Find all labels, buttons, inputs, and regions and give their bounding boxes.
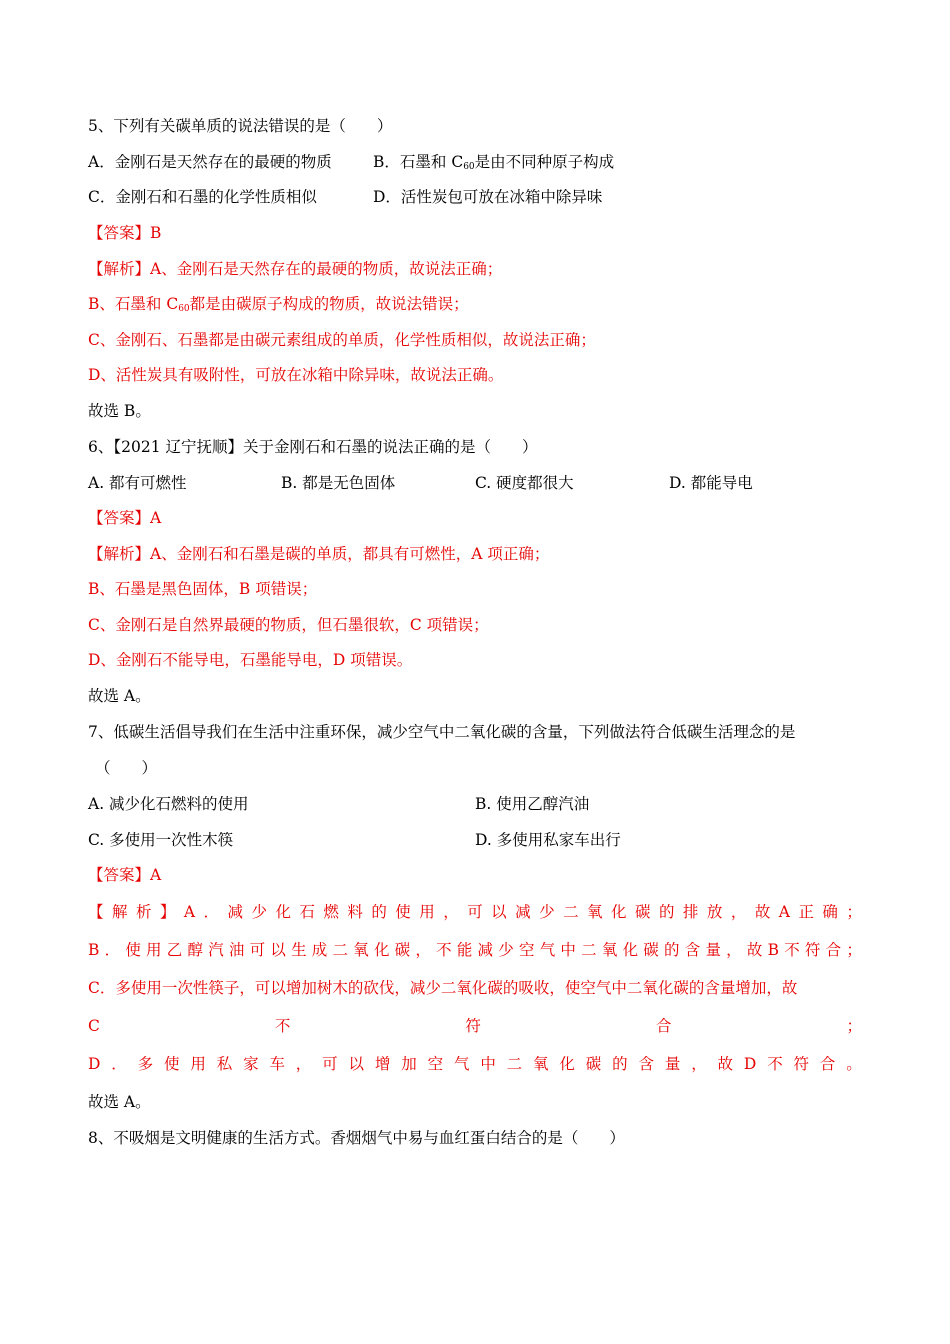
justified-char: 二 [506, 1055, 523, 1073]
justified-char: 合 [819, 1055, 836, 1073]
justified-char: 生 [291, 941, 307, 959]
justified-char: 用 [146, 941, 162, 959]
justified-char: 含 [684, 941, 701, 959]
q7-explanation-4 [88, 1016, 862, 1036]
justified-char: 成 [311, 941, 328, 959]
justified-char: 碳 [643, 941, 659, 959]
justified-char: 减 [515, 903, 531, 921]
justified-char: 碳 [634, 903, 651, 921]
justified-char: 车 [269, 1055, 285, 1073]
justified-char: 故 [717, 1055, 734, 1073]
q5-explanation-1: 【解析】A、金刚石是天然存在的最硬的物质，故说法正确； [88, 260, 503, 278]
justified-char: ． [203, 903, 220, 921]
justified-char: ； [846, 903, 862, 921]
justified-char: 使 [395, 903, 411, 921]
justified-char: 化 [611, 903, 627, 921]
justified-char: 故 [746, 941, 763, 959]
justified-char: ， [415, 941, 431, 959]
justified-char: 油 [228, 941, 245, 959]
justified-char: 故 [754, 903, 771, 921]
justified-char: B [767, 941, 779, 959]
justified-char: 气 [539, 941, 556, 959]
justified-char: 氧 [533, 1055, 549, 1073]
justified-char: A [183, 903, 196, 921]
justified-char: 化 [373, 941, 390, 959]
justified-char: 化 [622, 941, 639, 959]
q5-exp2-post: 都是由碳原子构成的物质，故说法错误； [189, 295, 469, 313]
q5-option-b-sub: 60 [463, 162, 475, 172]
justified-char: 二 [581, 941, 597, 959]
justified-char: 】 [159, 903, 176, 921]
justified-char: ， [726, 941, 742, 959]
q5-option-c: C．金刚石和石墨的化学性质相似 [88, 188, 317, 206]
justified-char: 中 [560, 941, 576, 959]
justified-char: 氧 [353, 941, 369, 959]
q5-option-b-pre: B．石墨和 C [373, 153, 464, 171]
q7-option-d: D. 多使用私家车出行 [475, 831, 621, 849]
q5-explanation-2 [88, 294, 469, 319]
q6-choice: 故选 A。 [88, 687, 151, 705]
justified-char: 以 [270, 941, 286, 959]
justified-char: D [88, 1055, 101, 1073]
q6-explanation-1: 【解析】A、金刚石和石墨是碳的单质，都具有可燃性，A 项正确； [88, 545, 550, 563]
justified-char: 【 [88, 903, 104, 921]
justified-char: 碳 [585, 1055, 602, 1073]
q6-explanation-4: D、金刚石不能导电，石墨能导电，D 项错误。 [88, 651, 413, 669]
justified-char: 空 [518, 941, 535, 959]
justified-char: ， [443, 903, 459, 921]
justified-char: 使 [125, 941, 141, 959]
justified-char: 二 [563, 903, 579, 921]
justified-char: 可 [322, 1055, 338, 1073]
justified-char: 符 [793, 1055, 810, 1073]
justified-char: 确 [822, 903, 838, 921]
justified-char: 少 [251, 903, 267, 921]
justified-char: 中 [480, 1055, 496, 1073]
justified-char: 可 [249, 941, 266, 959]
justified-char: 的 [371, 903, 387, 921]
justified-char: 析 [135, 903, 152, 921]
justified-char: D [743, 1055, 757, 1073]
justified-char: 。 [846, 1055, 862, 1073]
justified-char: 私 [216, 1055, 233, 1073]
q8-stem: 8、不吸烟是文明健康的生活方式。香烟烟气中易与血红蛋白结合的是（ ） [88, 1129, 625, 1147]
justified-char: ； [846, 1017, 862, 1035]
justified-char: 减 [477, 941, 494, 959]
justified-char: 石 [299, 903, 315, 921]
justified-char: 少 [498, 941, 514, 959]
q7-choice: 故选 A。 [88, 1093, 151, 1111]
justified-char: 量 [664, 1055, 681, 1073]
q5-stem: 5、下列有关碳单质的说法错误的是（ ） [88, 117, 393, 135]
justified-char: 不 [436, 941, 452, 959]
q5-explanation-4: D、活性炭具有吸附性，可放在冰箱中除异味，故说法正确。 [88, 366, 504, 384]
q5-choice: 故选 B。 [88, 402, 151, 420]
q5-option-a: A．金刚石是天然存在的最硬的物质 [88, 153, 332, 171]
justified-char: ， [691, 1055, 707, 1073]
justified-char: ． [111, 1055, 127, 1073]
justified-char: 气 [453, 1055, 470, 1073]
justified-char: 放 [706, 903, 723, 921]
justified-char: 使 [164, 1055, 180, 1073]
q5-option-b-post: 是由不同种原子构成 [474, 153, 615, 171]
justified-char: 用 [190, 1055, 206, 1073]
justified-char: A [778, 903, 790, 921]
q5-exp2-pre: B、石墨和 C [88, 295, 179, 313]
justified-char: 氧 [587, 903, 603, 921]
justified-char: 增 [374, 1055, 391, 1073]
q5-exp2-sub: 60 [178, 304, 190, 314]
justified-char: ． [104, 941, 121, 959]
q6-option-d: D. 都能导电 [669, 474, 753, 492]
justified-char: ， [730, 903, 747, 921]
q6-option-a: A. 都有可燃性 [88, 474, 187, 492]
justified-char: 不 [767, 1055, 783, 1073]
justified-char: 符 [465, 1017, 481, 1035]
justified-char: 少 [539, 903, 555, 921]
q5-explanation-3: C、金刚石、石墨都是由碳元素组成的单质，化学性质相似，故说法正确； [88, 331, 596, 349]
q7-option-c: C. 多使用一次性木筷 [88, 831, 234, 849]
justified-char: C [88, 1017, 100, 1035]
justified-char: 料 [347, 903, 363, 921]
justified-char: 能 [456, 941, 473, 959]
justified-char: 醇 [187, 941, 203, 959]
q7-stem-line-2: （ ） [95, 759, 158, 777]
justified-char: 以 [348, 1055, 365, 1073]
justified-char: 碳 [394, 941, 411, 959]
justified-char: 符 [804, 941, 821, 959]
q7-stem-line-1: 7、低碳生活倡导我们在生活中注重环保，减少空气中二氧化碳的含量，下列做法符合低碳生活理念的是 [88, 723, 796, 741]
q6-option-c: C. 硬度都很大 [475, 474, 574, 492]
justified-char: 用 [419, 903, 435, 921]
justified-char: 空 [427, 1055, 444, 1073]
q7-option-a: A. 减少化石燃料的使用 [88, 795, 249, 813]
justified-char: 家 [243, 1055, 259, 1073]
q7-answer: 【答案】A [88, 866, 162, 884]
justified-char: 减 [227, 903, 244, 921]
justified-char: 以 [491, 903, 507, 921]
justified-char: 的 [664, 941, 680, 959]
justified-char: ， [295, 1055, 312, 1073]
q6-stem: 6、【2021 辽宁抚顺】关于金刚石和石墨的说法正确的是（ ） [88, 438, 538, 456]
q6-explanation-3: C、金刚石是自然界最硬的物质，但石墨很软，C 项错误； [88, 616, 489, 634]
justified-char: 的 [612, 1055, 628, 1073]
justified-char: 排 [682, 903, 699, 921]
q5-option-d: D．活性炭包可放在冰箱中除异味 [373, 188, 603, 206]
justified-char: 含 [638, 1055, 654, 1073]
justified-char: 可 [467, 903, 483, 921]
justified-char: 加 [401, 1055, 417, 1073]
q7-option-b: B. 使用乙醇汽油 [475, 795, 590, 813]
justified-char: 二 [332, 941, 349, 959]
justified-char: 化 [275, 903, 291, 921]
justified-char: 不 [274, 1017, 291, 1035]
justified-char: 量 [705, 941, 721, 959]
q7-explanation-3: C．多使用一次性筷子，可以增加树木的砍伐，减少二氧化碳的吸收，使空气中二氧化碳的含量增加，故 [88, 979, 798, 997]
justified-char: 氧 [601, 941, 618, 959]
justified-char: 合 [655, 1017, 672, 1035]
q5-option-b [373, 152, 614, 177]
justified-char: 多 [137, 1055, 154, 1073]
justified-char: B [88, 941, 100, 959]
justified-char: 解 [111, 903, 128, 921]
justified-char: 化 [559, 1055, 575, 1073]
q6-answer: 【答案】A [88, 509, 162, 527]
q6-option-b: B. 都是无色固体 [281, 474, 396, 492]
q6-explanation-2: B、石墨是黑色固体，B 项错误； [88, 580, 318, 598]
justified-char: 不 [784, 941, 800, 959]
justified-char: 燃 [323, 903, 339, 921]
q7-explanation-1 [88, 902, 862, 922]
justified-char: 正 [798, 903, 814, 921]
justified-char: ； [846, 941, 862, 959]
justified-char: 合 [825, 941, 842, 959]
q5-answer: 【答案】B [88, 224, 162, 242]
justified-char: 乙 [166, 941, 183, 959]
q7-explanation-2 [88, 940, 862, 960]
q7-explanation-5 [88, 1054, 862, 1074]
justified-char: 的 [658, 903, 675, 921]
justified-char: 汽 [208, 941, 224, 959]
